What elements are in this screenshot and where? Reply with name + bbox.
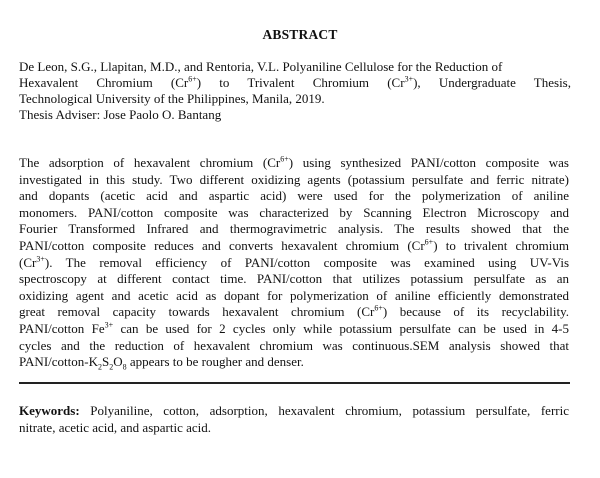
text: can be used for 2 cycles only while potassium persulfate can be used in 4-5 bbox=[113, 320, 570, 336]
citation-line bbox=[19, 59, 571, 75]
citation-line bbox=[19, 91, 571, 107]
keywords-line: nitrate, acetic acid, and aspartic acid. bbox=[19, 419, 212, 435]
body-line bbox=[19, 321, 569, 338]
body-line: cycles and the reduction of hexavalent chromium was continuous.SEM analysis showed that bbox=[19, 337, 569, 353]
text: The adsorption of hexavalent chromium (Cr bbox=[19, 155, 281, 170]
superscript: 6+ bbox=[280, 154, 289, 164]
text: ) to trivalent chromium bbox=[433, 237, 569, 253]
text: S bbox=[101, 354, 110, 370]
superscript: 6+ bbox=[424, 237, 434, 247]
body-line: oxidizing agent and acetic acid as dopant for polymerization of aniline efficiently demonstrated bbox=[19, 287, 569, 303]
abstract-heading: ABSTRACT bbox=[262, 27, 338, 42]
superscript: 3+ bbox=[36, 254, 45, 264]
abstract-body bbox=[19, 155, 569, 371]
superscript: 6+ bbox=[188, 74, 197, 84]
text: ) using synthesized PANI/cotton composite was bbox=[288, 155, 569, 170]
keywords-text: Polyaniline, cotton, adsorption, hexavalent chromium, potassium persulfate, ferric bbox=[79, 403, 569, 418]
keywords-line bbox=[19, 403, 569, 420]
body-line: investigated in this study. Two different oxidizing agents (potassium persulfate and ferric nitrate) bbox=[19, 171, 569, 187]
citation-authors: De Leon, S.G., Llapitan, M.D., and Rentoria, V.L. Polyaniline Cellulose for the Reduction of bbox=[19, 59, 503, 74]
citation-text: ), Undergraduate Thesis, bbox=[413, 75, 571, 90]
body-line: and dopants (acetic acid and aspartic acid) were used for the polymerization of aniline bbox=[19, 188, 569, 204]
text: O bbox=[113, 354, 123, 370]
citation-text: Hexavalent Chromium (Cr bbox=[19, 75, 189, 90]
subscript: 2 bbox=[97, 362, 102, 372]
text: PANI/cotton-K bbox=[19, 354, 98, 370]
text: (Cr bbox=[19, 254, 37, 270]
body-line bbox=[19, 304, 569, 321]
subscript: 8 bbox=[122, 362, 127, 372]
body-line bbox=[19, 155, 569, 172]
text: PANI/cotton Fe bbox=[19, 320, 105, 336]
text: ). The removal efficiency of PANI/cotton composite was examined using UV-Vis bbox=[44, 254, 569, 270]
citation-adviser: Thesis Adviser: Jose Paolo O. Bantang bbox=[19, 107, 222, 122]
superscript: 6+ bbox=[374, 304, 383, 314]
keywords-label: Keywords: bbox=[19, 403, 80, 418]
text: great removal capacity towards hexavalent chromium (Cr bbox=[19, 304, 375, 320]
body-line: monomers. PANI/cotton composite was characterized by Scanning Electron Microscopy and bbox=[19, 204, 569, 220]
superscript: 3+ bbox=[104, 320, 114, 330]
citation-text: ) to Trivalent Chromium (Cr bbox=[196, 75, 405, 90]
text: ) because of its recyclability. bbox=[382, 304, 569, 320]
citation-line bbox=[19, 107, 571, 123]
keywords-block bbox=[19, 403, 569, 436]
text: PANI/cotton composite reduces and converts hexavalent chromium (Cr bbox=[19, 237, 425, 253]
citation-line bbox=[19, 75, 571, 91]
section-divider bbox=[19, 382, 570, 384]
body-line bbox=[19, 255, 569, 272]
body-line bbox=[19, 354, 569, 371]
body-line: spectroscopy at different contact time. PANI/cotton that utilizes potassium persulfate as an bbox=[19, 271, 569, 287]
citation-university: Technological University of the Philippines, Manila, 2019. bbox=[19, 91, 325, 106]
body-line: Fourier Transformed Infrared and thermogravimetric analysis. The results showed that the bbox=[19, 221, 569, 237]
text: appears to be rougher and denser. bbox=[126, 354, 304, 370]
superscript: 3+ bbox=[404, 74, 414, 84]
citation-block bbox=[19, 59, 571, 123]
body-line bbox=[19, 238, 569, 255]
subscript: 2 bbox=[109, 362, 114, 372]
